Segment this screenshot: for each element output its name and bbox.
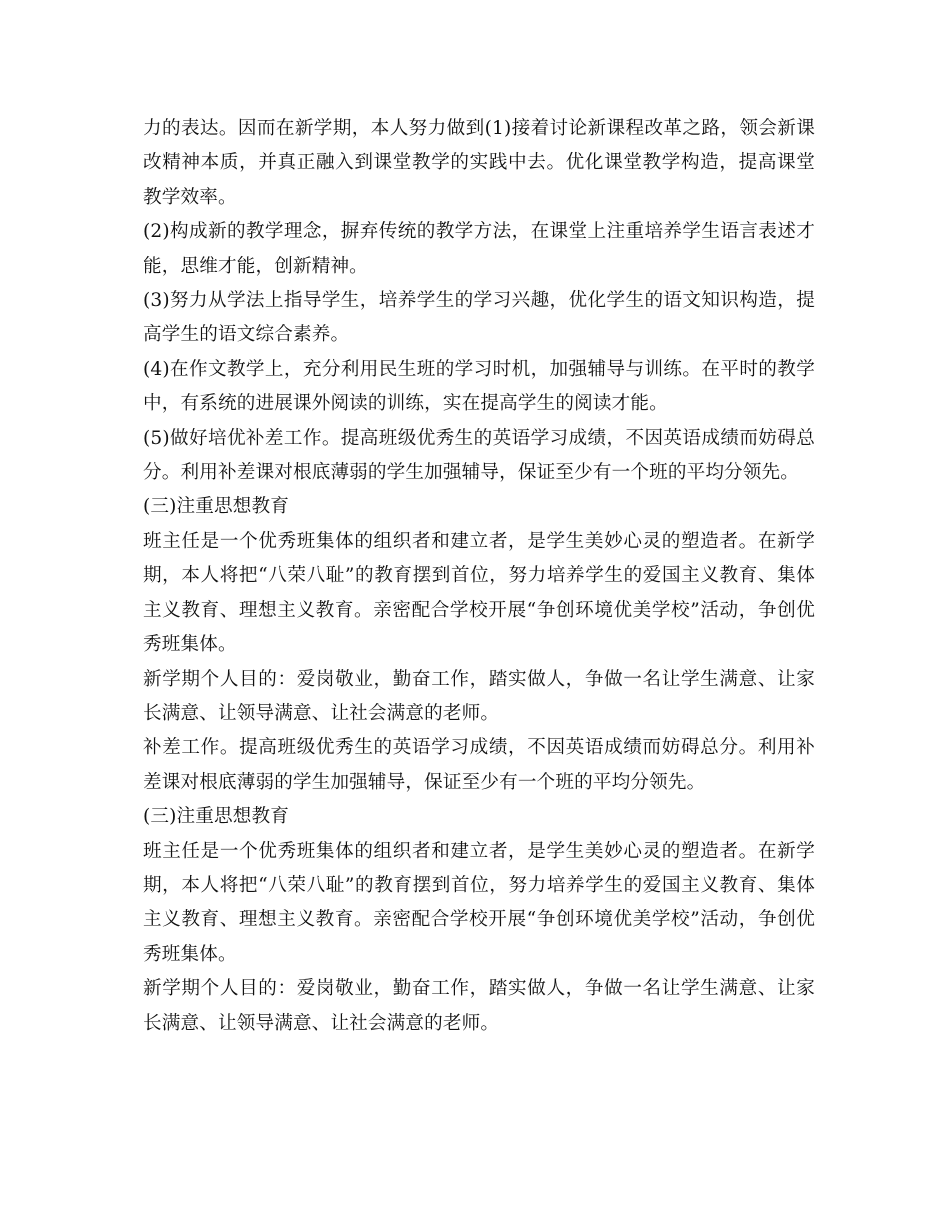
paragraph: 班主任是一个优秀班集体的组织者和建立者，是学生美妙心灵的塑造者。在新学期，本人将把“八荣八耻”的教育摆到首位，努力培养学生的爱国主义教育、集体主义教育、理想主义教育。亲密配合学校开展“争创环境优美学校”活动，争创优秀班集体。: [143, 530, 815, 656]
section-heading: (三)注重思想教育: [143, 806, 290, 828]
list-item-2: (2)构成新的教学理念，摒弃传统的教学方法，在课堂上注重培养学生语言表述才能，思维才能，创新精神。: [143, 221, 815, 277]
paragraph: 班主任是一个优秀班集体的组织者和建立者，是学生美妙心灵的塑造者。在新学期，本人将把“八荣八耻”的教育摆到首位，努力培养学生的爱国主义教育、集体主义教育、理想主义教育。亲密配合学校开展“争创环境优美学校”活动，争创优秀班集体。: [143, 840, 815, 965]
list-item-4: (4)在作文教学上，充分利用民生班的学习时机，加强辅导与训练。在平时的教学中，有系统的进展课外阅读的训练，实在提高学生的阅读才能。: [143, 358, 815, 415]
list-item-3: (3)努力从学法上指导学生，培养学生的学习兴趣，优化学生的语文知识构造，提高学生的语文综合素养。: [143, 290, 815, 346]
paragraph: 新学期个人目的：爱岗敬业，勤奋工作，踏实做人，争做一名让学生满意、让家长满意、让领导满意、让社会满意的老师。: [143, 668, 815, 724]
paragraph: 补差工作。提高班级优秀生的英语学习成绩，不因英语成绩而妨碍总分。利用补差课对根底薄弱的学生加强辅导，保证至少有一个班的平均分领先。: [143, 737, 815, 793]
list-item-5: (5)做好培优补差工作。提高班级优秀生的英语学习成绩，不因英语成绩而妨碍总分。利用补差课对根底薄弱的学生加强辅导，保证至少有一个班的平均分领先。: [143, 427, 815, 484]
document-body: [143, 112, 815, 1041]
paragraph-continuation: 力的表达。因而在新学期，本人努力做到(1)接着讨论新课程改革之路，领会新课改精神本质，并真正融入到课堂教学的实践中去。优化课堂教学构造，提高课堂教学效率。: [143, 118, 815, 208]
paragraph: 新学期个人目的：爱岗敬业，勤奋工作，踏实做人，争做一名让学生满意、让家长满意、让领导满意、让社会满意的老师。: [143, 978, 815, 1034]
section-heading: (三)注重思想教育: [143, 496, 290, 518]
